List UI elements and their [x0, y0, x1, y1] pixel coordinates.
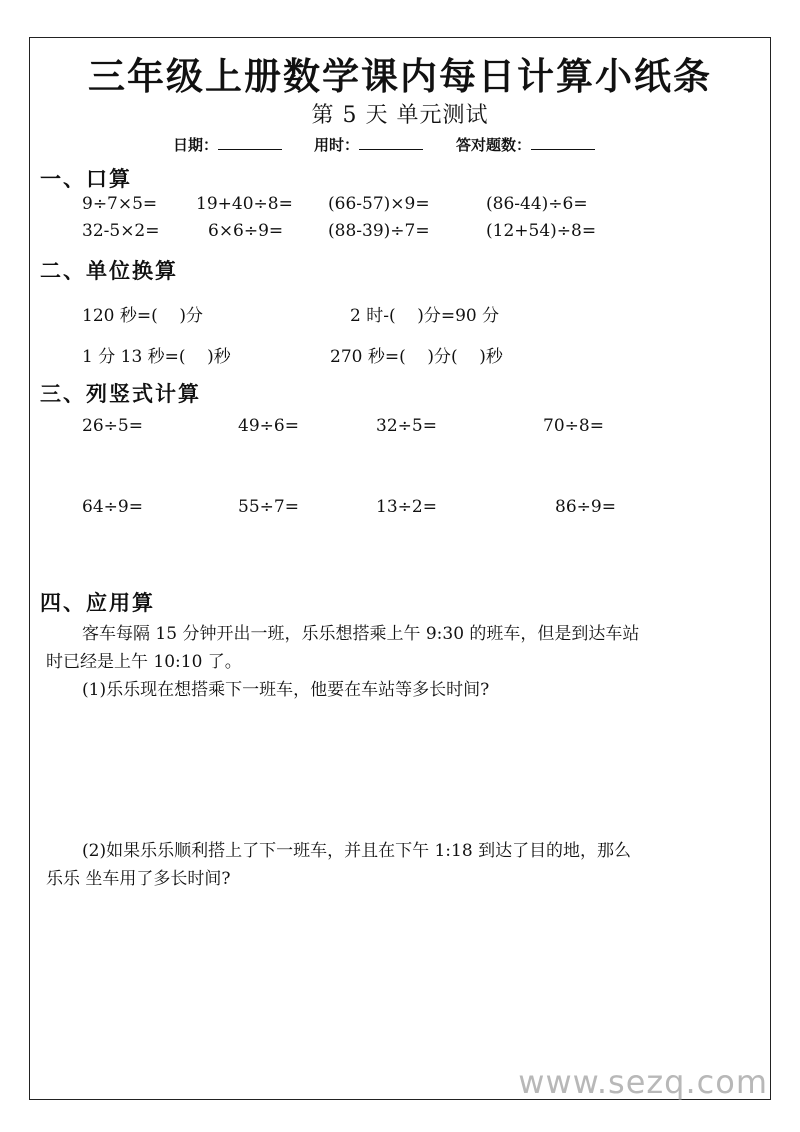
date-blank: [218, 135, 282, 150]
time-label: 用时：: [314, 136, 360, 154]
vertical-calc-item: 13÷2=: [376, 497, 437, 517]
vertical-calc-item: 26÷5=: [82, 416, 143, 436]
problem-text-line1: 客车每隔 15 分钟开出一班，乐乐想搭乘上午 9:30 的班车，但是到达车站: [82, 624, 640, 644]
vertical-calc-item: 64÷9=: [82, 497, 143, 517]
section4-heading: 四、应用算: [40, 591, 155, 615]
unit-conversion-item: 2 时-( )分=90 分: [350, 306, 500, 326]
vertical-calc-item: 32÷5=: [376, 416, 437, 436]
watermark: www.sezq.com: [518, 1063, 768, 1101]
unit-conversion-item: 1 分 13 秒=( )秒: [82, 347, 231, 367]
mental-math-item: 6×6÷9=: [208, 221, 284, 241]
time-field: [314, 134, 423, 155]
correct-count-blank: [531, 135, 595, 150]
date-label: 日期：: [173, 136, 219, 154]
unit-conversion-item: 120 秒=( )分: [82, 306, 203, 326]
section3-heading: 三、列竖式计算: [40, 382, 201, 406]
worksheet-subtitle: 第 5 天 单元测试: [311, 103, 489, 128]
correct-count-field: [456, 134, 595, 155]
vertical-calc-item: 86÷9=: [555, 497, 616, 517]
vertical-calc-item: 49÷6=: [238, 416, 299, 436]
time-blank: [359, 135, 423, 150]
mental-math-item: 19+40÷8=: [196, 194, 293, 214]
mental-math-item: (86-44)÷6=: [486, 194, 588, 214]
mental-math-item: (66-57)×9=: [328, 194, 430, 214]
correct-count-label: 答对题数：: [456, 136, 532, 154]
mental-math-item: (12+54)÷8=: [486, 221, 597, 241]
unit-conversion-item: 270 秒=( )分( )秒: [330, 347, 503, 367]
section1-heading: 一、口算: [40, 167, 132, 191]
problem-text-line2: 时已经是上午 10:10 了。: [46, 652, 242, 672]
mental-math-item: (88-39)÷7=: [328, 221, 430, 241]
mental-math-item: 32-5×2=: [82, 221, 160, 241]
date-field: [173, 134, 282, 155]
mental-math-item: 9÷7×5=: [82, 194, 158, 214]
worksheet-title: 三年级上册数学课内每日计算小纸条: [88, 55, 712, 98]
question-2-line1: (2)如果乐乐顺利搭上了下一班车，并且在下午 1:18 到达了目的地，那么: [82, 841, 632, 861]
question-2-line2: 乐乐 坐车用了多长时间?: [46, 869, 231, 889]
question-1: (1)乐乐现在想搭乘下一班车，他要在车站等多长时间?: [82, 680, 490, 700]
section2-heading: 二、单位换算: [40, 259, 178, 283]
vertical-calc-item: 55÷7=: [238, 497, 299, 517]
vertical-calc-item: 70÷8=: [543, 416, 604, 436]
